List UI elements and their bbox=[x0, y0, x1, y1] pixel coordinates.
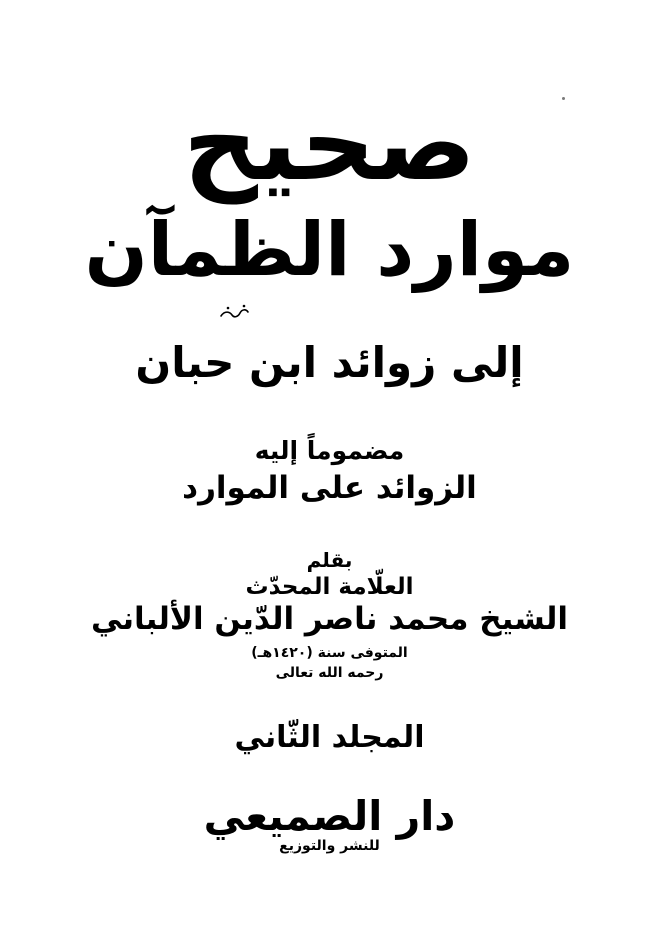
scan-artifact-speck bbox=[562, 97, 565, 100]
author-death-year: المتوفى سنة (١٤٢٠هـ) bbox=[251, 645, 408, 661]
author-supplication: رحمه الله تعالى bbox=[275, 665, 384, 681]
appendix-note-line2: الزوائد على الموارد bbox=[182, 470, 477, 506]
author-honorific: العلّامة المحدّث bbox=[245, 574, 414, 600]
appendix-note-line1: مضموماً إليه bbox=[254, 436, 405, 465]
publisher-tagline: للنشر والتوزيع bbox=[279, 838, 380, 854]
book-subtitle: إلى زوائد ابن حبان bbox=[135, 338, 524, 387]
calligrapher-signature-mark bbox=[218, 300, 252, 322]
book-title-line2: موارد الظمآن bbox=[84, 207, 575, 293]
volume-label: المجلد الثّاني bbox=[234, 720, 425, 755]
author-byline: بقلم bbox=[306, 548, 353, 572]
publisher-logo-name: دار الصميعي bbox=[203, 792, 456, 840]
book-title-line1: صحيح bbox=[183, 82, 476, 204]
author-name: الشيخ محمد ناصر الدّين الألباني bbox=[90, 601, 569, 637]
